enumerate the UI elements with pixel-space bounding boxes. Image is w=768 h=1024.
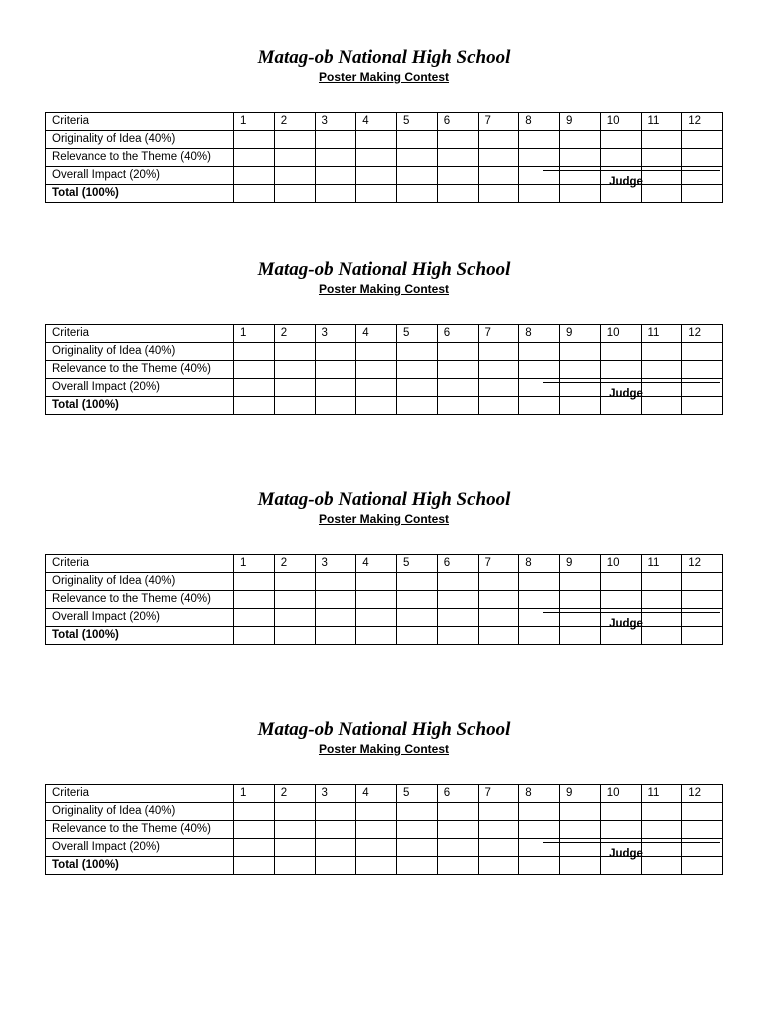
score-cell[interactable] — [519, 361, 560, 379]
score-cell[interactable] — [560, 343, 601, 361]
score-cell[interactable] — [437, 131, 478, 149]
score-cell[interactable] — [682, 591, 723, 609]
score-cell[interactable] — [274, 343, 315, 361]
score-cell[interactable] — [356, 131, 397, 149]
criterion-row — [46, 591, 723, 609]
total-label: Total (100%) — [46, 397, 234, 415]
contestant-number: 7 — [478, 325, 519, 343]
score-cell[interactable] — [356, 343, 397, 361]
score-cell[interactable] — [315, 131, 356, 149]
total-label: Total (100%) — [46, 185, 234, 203]
score-cell[interactable] — [600, 803, 641, 821]
contestant-number: 4 — [356, 325, 397, 343]
score-sheet — [0, 47, 768, 275]
score-cell[interactable] — [234, 149, 275, 167]
score-cell[interactable] — [600, 343, 641, 361]
contestant-number: 4 — [356, 785, 397, 803]
contestant-number: 12 — [682, 785, 723, 803]
score-cell[interactable] — [356, 803, 397, 821]
score-cell[interactable] — [234, 167, 275, 185]
score-cell[interactable] — [478, 149, 519, 167]
score-cell[interactable] — [478, 839, 519, 857]
score-cell[interactable] — [356, 361, 397, 379]
score-sheet — [0, 489, 768, 717]
score-cell[interactable] — [519, 149, 560, 167]
score-cell[interactable] — [519, 821, 560, 839]
score-cell[interactable] — [397, 343, 438, 361]
contest-subtitle: Poster Making Contest — [318, 70, 450, 84]
score-cell[interactable] — [519, 573, 560, 591]
contestant-number: 6 — [437, 113, 478, 131]
contestant-number: 5 — [397, 113, 438, 131]
contestant-number: 7 — [478, 555, 519, 573]
score-cell[interactable] — [560, 821, 601, 839]
score-cell[interactable] — [478, 821, 519, 839]
score-cell[interactable] — [274, 149, 315, 167]
contestant-number: 3 — [315, 325, 356, 343]
score-cell[interactable] — [315, 361, 356, 379]
contestant-number: 6 — [437, 325, 478, 343]
criterion-label: Originality of Idea (40%) — [46, 803, 234, 821]
contestant-number: 1 — [234, 113, 275, 131]
score-cell[interactable] — [600, 573, 641, 591]
score-cell[interactable] — [315, 803, 356, 821]
score-cell[interactable] — [397, 379, 438, 397]
score-cell[interactable] — [437, 821, 478, 839]
criterion-row — [46, 573, 723, 591]
criterion-label: Overall Impact (20%) — [46, 609, 234, 627]
criterion-label: Relevance to the Theme (40%) — [46, 361, 234, 379]
score-cell[interactable] — [478, 343, 519, 361]
criterion-label: Overall Impact (20%) — [46, 379, 234, 397]
contestant-number: 6 — [437, 555, 478, 573]
score-cell[interactable] — [274, 821, 315, 839]
total-cell[interactable] — [397, 857, 438, 875]
score-cell[interactable] — [437, 343, 478, 361]
contestant-number: 5 — [397, 785, 438, 803]
score-cell[interactable] — [397, 167, 438, 185]
total-cell[interactable] — [437, 397, 478, 415]
score-cell[interactable] — [682, 343, 723, 361]
score-cell[interactable] — [478, 803, 519, 821]
criterion-label: Relevance to the Theme (40%) — [46, 149, 234, 167]
contestant-number: 9 — [560, 113, 601, 131]
judge-signature-line[interactable] — [543, 170, 720, 171]
score-cell[interactable] — [600, 361, 641, 379]
criteria-header: Criteria — [46, 555, 234, 573]
score-cell[interactable] — [560, 573, 601, 591]
score-cell[interactable] — [437, 803, 478, 821]
score-cell[interactable] — [234, 609, 275, 627]
score-cell[interactable] — [437, 573, 478, 591]
score-cell[interactable] — [356, 149, 397, 167]
score-cell[interactable] — [315, 379, 356, 397]
total-cell[interactable] — [234, 397, 275, 415]
judge-signature-line[interactable] — [543, 382, 720, 383]
score-cell[interactable] — [274, 839, 315, 857]
score-cell[interactable] — [356, 821, 397, 839]
contestant-number: 8 — [519, 785, 560, 803]
school-title: Matag-ob National High School — [257, 47, 511, 68]
score-cell[interactable] — [315, 573, 356, 591]
contestant-number: 2 — [274, 113, 315, 131]
score-sheet — [0, 259, 768, 487]
score-cell[interactable] — [234, 803, 275, 821]
school-title: Matag-ob National High School — [257, 259, 511, 280]
score-cell[interactable] — [519, 131, 560, 149]
score-cell[interactable] — [234, 821, 275, 839]
criterion-row — [46, 131, 723, 149]
criterion-row — [46, 821, 723, 839]
score-cell[interactable] — [274, 803, 315, 821]
score-cell[interactable] — [274, 361, 315, 379]
score-cell[interactable] — [560, 591, 601, 609]
criteria-header: Criteria — [46, 113, 234, 131]
score-table — [45, 554, 723, 645]
score-table — [45, 324, 723, 415]
score-cell[interactable] — [315, 343, 356, 361]
total-cell[interactable] — [315, 857, 356, 875]
total-cell[interactable] — [234, 857, 275, 875]
judge-label: Judge — [609, 848, 643, 860]
contestant-number: 8 — [519, 555, 560, 573]
score-cell[interactable] — [478, 361, 519, 379]
total-cell[interactable] — [437, 627, 478, 645]
total-cell[interactable] — [274, 627, 315, 645]
score-cell[interactable] — [397, 803, 438, 821]
school-title: Matag-ob National High School — [257, 719, 511, 740]
contestant-number: 12 — [682, 325, 723, 343]
criterion-label: Originality of Idea (40%) — [46, 343, 234, 361]
contestant-number: 7 — [478, 113, 519, 131]
contestant-number: 12 — [682, 113, 723, 131]
score-cell[interactable] — [356, 379, 397, 397]
score-cell[interactable] — [234, 343, 275, 361]
score-cell[interactable] — [397, 839, 438, 857]
score-cell[interactable] — [600, 821, 641, 839]
score-cell[interactable] — [478, 379, 519, 397]
score-cell[interactable] — [437, 591, 478, 609]
score-cell[interactable] — [315, 839, 356, 857]
score-cell[interactable] — [356, 167, 397, 185]
contestant-number: 3 — [315, 555, 356, 573]
total-cell[interactable] — [356, 627, 397, 645]
total-cell[interactable] — [478, 185, 519, 203]
contestant-number: 5 — [397, 325, 438, 343]
contestant-number: 11 — [641, 785, 682, 803]
score-cell[interactable] — [478, 573, 519, 591]
score-cell[interactable] — [641, 573, 682, 591]
score-cell[interactable] — [560, 361, 601, 379]
score-cell[interactable] — [274, 573, 315, 591]
contestant-number: 11 — [641, 325, 682, 343]
contest-subtitle: Poster Making Contest — [318, 282, 450, 296]
score-cell[interactable] — [315, 609, 356, 627]
criterion-label: Originality of Idea (40%) — [46, 573, 234, 591]
total-cell[interactable] — [437, 185, 478, 203]
score-table — [45, 784, 723, 875]
judge-label: Judge — [609, 388, 643, 400]
judge-label: Judge — [609, 176, 643, 188]
contestant-number: 5 — [397, 555, 438, 573]
total-cell[interactable] — [234, 627, 275, 645]
contestant-number: 2 — [274, 785, 315, 803]
score-cell[interactable] — [641, 361, 682, 379]
score-cell[interactable] — [356, 591, 397, 609]
score-cell[interactable] — [315, 167, 356, 185]
contestant-number: 3 — [315, 113, 356, 131]
total-cell[interactable] — [315, 627, 356, 645]
table-header-row — [46, 113, 723, 131]
score-cell[interactable] — [397, 609, 438, 627]
score-cell[interactable] — [478, 167, 519, 185]
contestant-number: 10 — [600, 325, 641, 343]
score-cell[interactable] — [641, 343, 682, 361]
contestant-number: 12 — [682, 555, 723, 573]
total-cell[interactable] — [397, 397, 438, 415]
criterion-row — [46, 803, 723, 821]
total-cell[interactable] — [315, 185, 356, 203]
score-cell[interactable] — [437, 149, 478, 167]
score-cell[interactable] — [356, 573, 397, 591]
score-cell[interactable] — [234, 573, 275, 591]
score-cell[interactable] — [397, 149, 438, 167]
contestant-number: 9 — [560, 785, 601, 803]
score-cell[interactable] — [600, 149, 641, 167]
total-label: Total (100%) — [46, 627, 234, 645]
score-cell[interactable] — [560, 149, 601, 167]
total-cell[interactable] — [274, 857, 315, 875]
criterion-label: Overall Impact (20%) — [46, 167, 234, 185]
total-cell[interactable] — [478, 627, 519, 645]
score-cell[interactable] — [641, 803, 682, 821]
total-cell[interactable] — [356, 857, 397, 875]
contestant-number: 9 — [560, 555, 601, 573]
score-cell[interactable] — [682, 361, 723, 379]
score-cell[interactable] — [519, 343, 560, 361]
judge-signature-line[interactable] — [543, 842, 720, 843]
contestant-number: 7 — [478, 785, 519, 803]
score-cell[interactable] — [234, 379, 275, 397]
total-cell[interactable] — [356, 185, 397, 203]
score-cell[interactable] — [560, 803, 601, 821]
total-cell[interactable] — [397, 185, 438, 203]
score-table — [45, 112, 723, 203]
contestant-number: 3 — [315, 785, 356, 803]
score-cell[interactable] — [478, 131, 519, 149]
total-cell[interactable] — [356, 397, 397, 415]
contestant-number: 10 — [600, 785, 641, 803]
contestant-number: 11 — [641, 555, 682, 573]
contestant-number: 9 — [560, 325, 601, 343]
score-cell[interactable] — [274, 609, 315, 627]
score-cell[interactable] — [478, 591, 519, 609]
score-cell[interactable] — [437, 839, 478, 857]
score-cell[interactable] — [356, 839, 397, 857]
criterion-label: Overall Impact (20%) — [46, 839, 234, 857]
score-cell[interactable] — [519, 803, 560, 821]
total-cell[interactable] — [315, 397, 356, 415]
score-cell[interactable] — [397, 131, 438, 149]
score-cell[interactable] — [600, 131, 641, 149]
contestant-number: 1 — [234, 785, 275, 803]
contestant-number: 10 — [600, 113, 641, 131]
score-cell[interactable] — [274, 591, 315, 609]
score-cell[interactable] — [274, 379, 315, 397]
criterion-label: Originality of Idea (40%) — [46, 131, 234, 149]
table-header-row — [46, 325, 723, 343]
total-label: Total (100%) — [46, 857, 234, 875]
score-cell[interactable] — [397, 591, 438, 609]
score-cell[interactable] — [478, 609, 519, 627]
score-cell[interactable] — [641, 821, 682, 839]
score-cell[interactable] — [437, 609, 478, 627]
contestant-number: 2 — [274, 325, 315, 343]
score-cell[interactable] — [641, 149, 682, 167]
score-cell[interactable] — [682, 131, 723, 149]
total-cell[interactable] — [234, 185, 275, 203]
criteria-header: Criteria — [46, 785, 234, 803]
score-cell[interactable] — [397, 821, 438, 839]
contestant-number: 1 — [234, 555, 275, 573]
total-cell[interactable] — [437, 857, 478, 875]
score-cell[interactable] — [234, 131, 275, 149]
contest-subtitle: Poster Making Contest — [318, 512, 450, 526]
total-cell[interactable] — [274, 185, 315, 203]
score-cell[interactable] — [397, 361, 438, 379]
score-cell[interactable] — [315, 821, 356, 839]
total-cell[interactable] — [397, 627, 438, 645]
contestant-number: 4 — [356, 555, 397, 573]
score-cell[interactable] — [274, 167, 315, 185]
contestant-number: 2 — [274, 555, 315, 573]
score-cell[interactable] — [682, 821, 723, 839]
table-header-row — [46, 555, 723, 573]
judge-signature-line[interactable] — [543, 612, 720, 613]
score-cell[interactable] — [641, 591, 682, 609]
score-cell[interactable] — [437, 379, 478, 397]
score-cell[interactable] — [234, 591, 275, 609]
score-cell[interactable] — [682, 149, 723, 167]
contestant-number: 6 — [437, 785, 478, 803]
score-cell[interactable] — [560, 131, 601, 149]
contestant-number: 8 — [519, 325, 560, 343]
contestant-number: 4 — [356, 113, 397, 131]
score-cell[interactable] — [234, 361, 275, 379]
score-cell[interactable] — [682, 803, 723, 821]
score-cell[interactable] — [682, 573, 723, 591]
criteria-header: Criteria — [46, 325, 234, 343]
score-cell[interactable] — [600, 591, 641, 609]
score-cell[interactable] — [356, 609, 397, 627]
total-cell[interactable] — [274, 397, 315, 415]
contestant-number: 10 — [600, 555, 641, 573]
total-cell[interactable] — [478, 397, 519, 415]
criterion-label: Relevance to the Theme (40%) — [46, 821, 234, 839]
contest-subtitle: Poster Making Contest — [318, 742, 450, 756]
score-sheet — [0, 719, 768, 947]
score-cell[interactable] — [274, 131, 315, 149]
score-cell[interactable] — [437, 361, 478, 379]
score-cell[interactable] — [397, 573, 438, 591]
criterion-row — [46, 361, 723, 379]
contestant-number: 11 — [641, 113, 682, 131]
contestant-number: 1 — [234, 325, 275, 343]
criterion-row — [46, 343, 723, 361]
criterion-row — [46, 149, 723, 167]
score-cell[interactable] — [315, 149, 356, 167]
score-cell[interactable] — [437, 167, 478, 185]
judge-label: Judge — [609, 618, 643, 630]
score-cell[interactable] — [519, 591, 560, 609]
contestant-number: 8 — [519, 113, 560, 131]
total-cell[interactable] — [478, 857, 519, 875]
score-cell[interactable] — [315, 591, 356, 609]
table-header-row — [46, 785, 723, 803]
score-cell[interactable] — [234, 839, 275, 857]
criterion-label: Relevance to the Theme (40%) — [46, 591, 234, 609]
score-cell[interactable] — [641, 131, 682, 149]
school-title: Matag-ob National High School — [257, 489, 511, 510]
